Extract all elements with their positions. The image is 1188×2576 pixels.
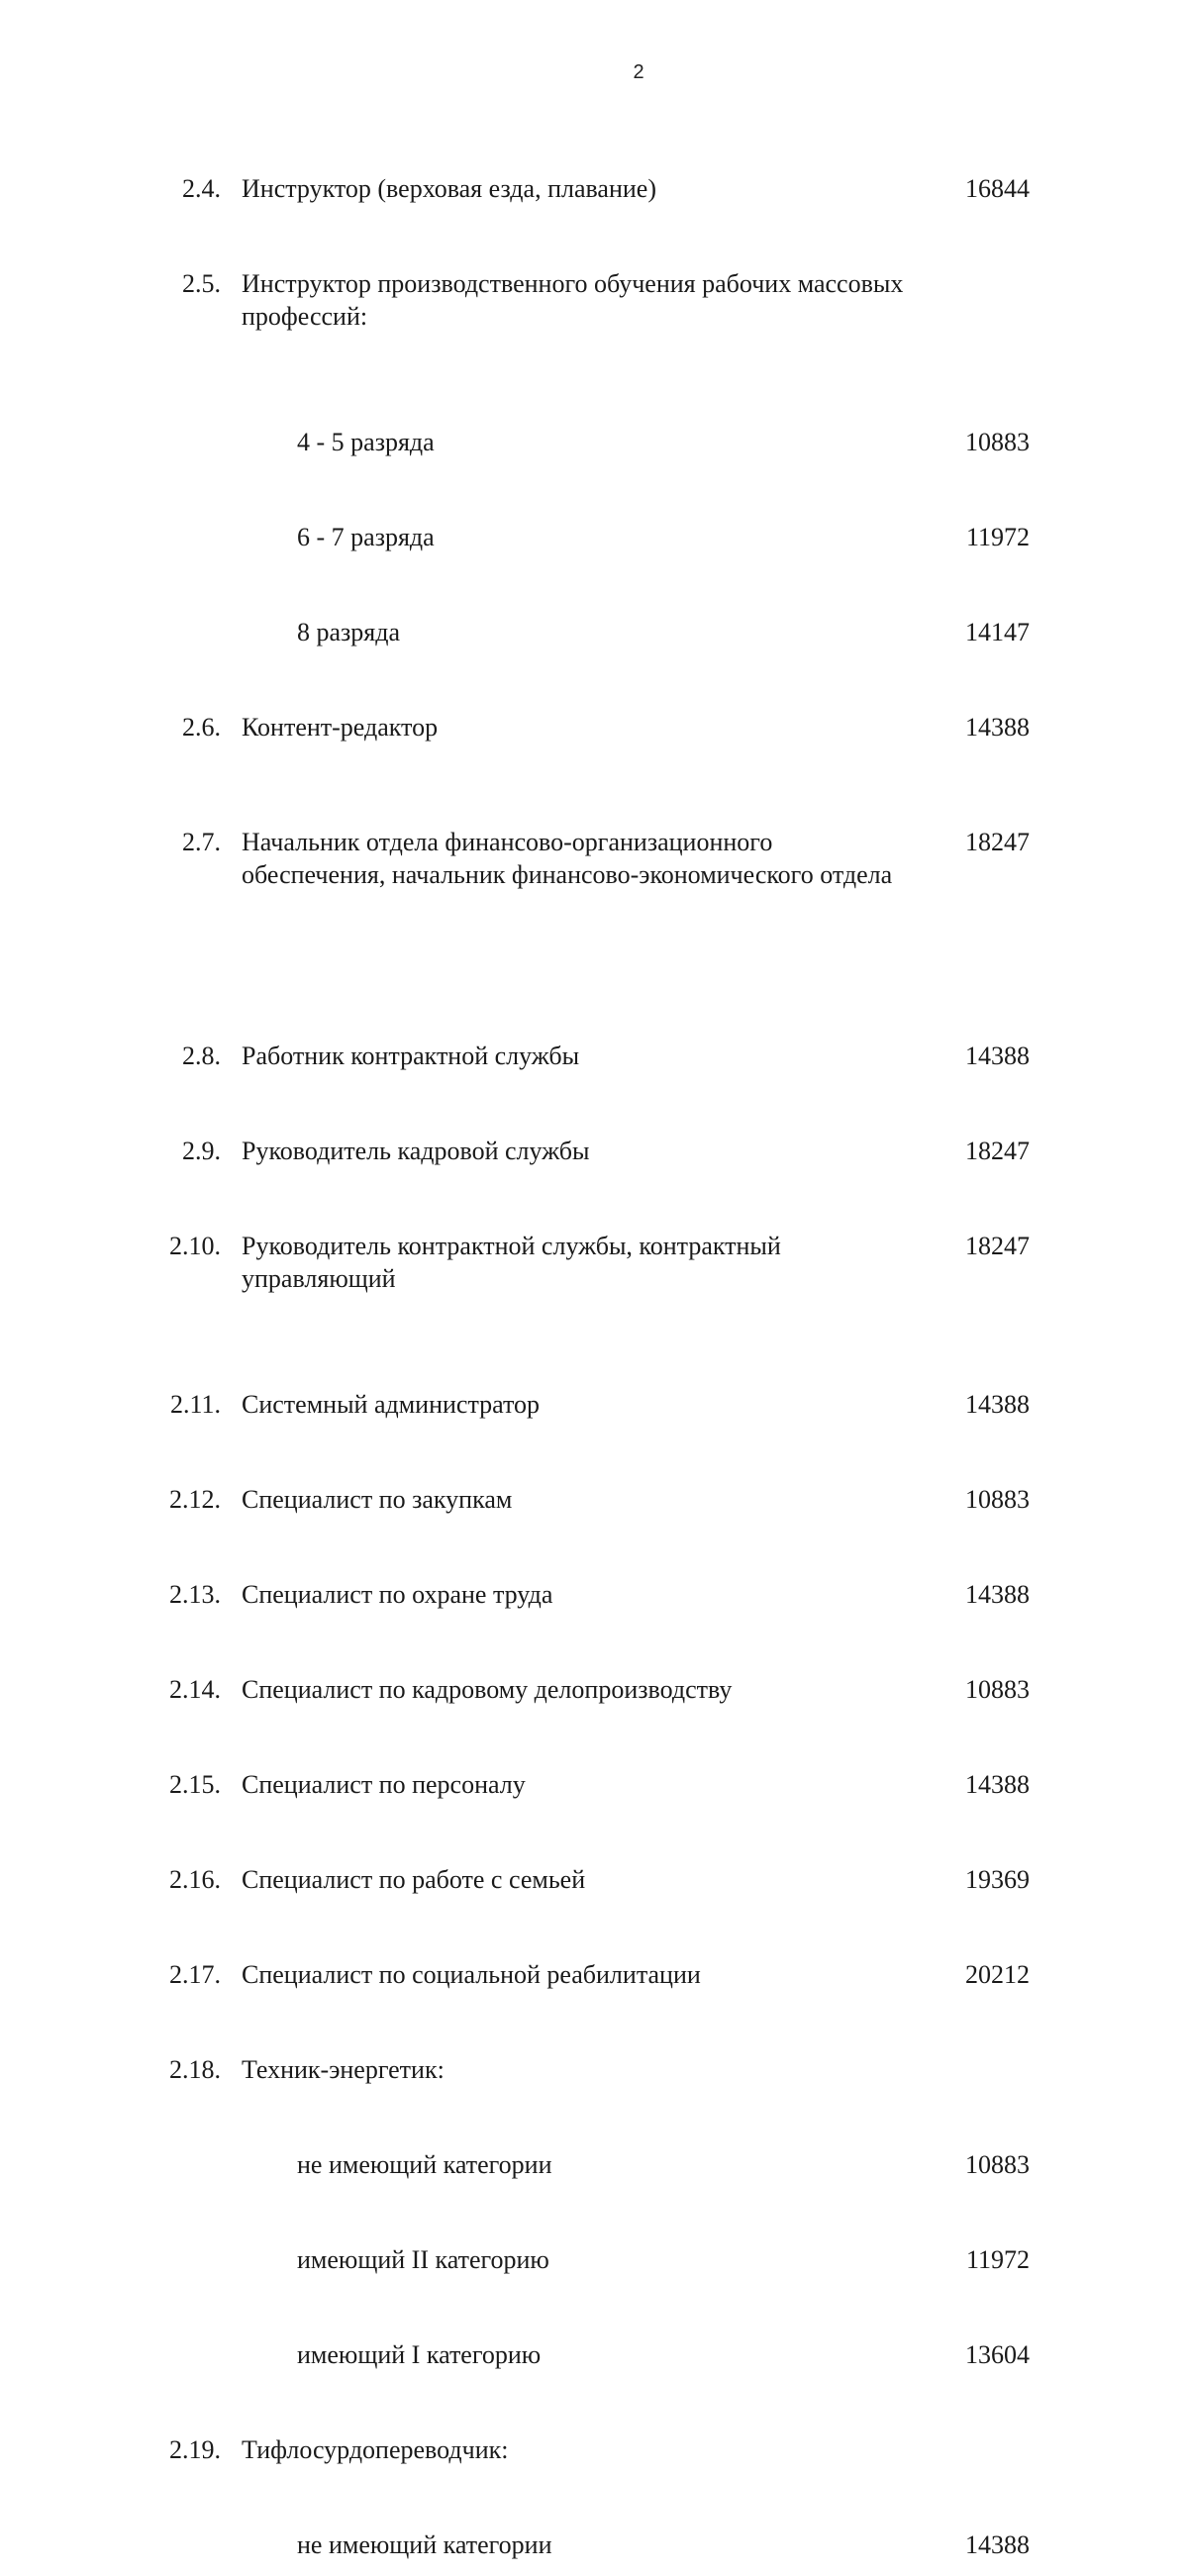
item-title: не имеющий категории: [297, 2150, 552, 2179]
item-number: 2.18.: [169, 2055, 221, 2084]
list-item: [0, 172, 1188, 220]
item-title: 4 - 5 разряда: [297, 428, 435, 456]
list-item: [0, 2433, 1188, 2481]
item-value: 11972: [965, 2245, 1030, 2274]
item-title: не имеющий категории: [297, 2530, 552, 2559]
item-number: 2.6.: [182, 713, 221, 742]
item-value: 14388: [965, 2530, 1030, 2559]
item-value: 19369: [965, 1865, 1030, 1894]
item-value: 18247: [965, 1232, 1030, 1260]
item-title: Инструктор (верховая езда, плавание): [242, 174, 656, 203]
item-number: 2.9.: [182, 1137, 221, 1165]
item-title: Руководитель кадровой службы: [242, 1137, 590, 1165]
item-title: Системный администратор: [242, 1390, 541, 1419]
item-value: 14388: [965, 713, 1030, 742]
list-item: [0, 426, 1188, 473]
item-title: Специалист по кадровому делопроизводству: [242, 1675, 733, 1704]
item-title: имеющий II категорию: [297, 2245, 549, 2274]
item-title: Специалист по социальной реабилитации: [242, 1960, 701, 1989]
item-title: Инструктор производственного обучения рабочих массовых профессий:: [242, 269, 904, 331]
item-number: 2.19.: [169, 2435, 221, 2464]
item-number: 2.14.: [169, 1675, 221, 1704]
item-value: 20212: [965, 1960, 1030, 1989]
item-value: 18247: [965, 1137, 1030, 1165]
list-item: [0, 711, 1188, 768]
list-item: [0, 521, 1188, 568]
list-item: [0, 1483, 1188, 1531]
item-title: имеющий I категорию: [297, 2340, 542, 2369]
item-value: 11972: [965, 523, 1030, 551]
position-list: [0, 172, 1188, 2559]
item-number: 2.16.: [169, 1865, 221, 1894]
list-item: [0, 2243, 1188, 2291]
list-item: [0, 1673, 1188, 1721]
item-title: 6 - 7 разряда: [297, 523, 435, 551]
item-number: 2.12.: [169, 1485, 221, 1514]
item-value: 14388: [965, 1041, 1030, 1070]
item-value: 10883: [965, 1675, 1030, 1704]
item-number: 2.11.: [169, 1390, 221, 1419]
list-item: [0, 267, 1188, 347]
item-number: 2.4.: [182, 174, 221, 203]
list-item: [0, 1578, 1188, 1626]
item-title: Контент-редактор: [242, 713, 439, 742]
item-title: Руководитель контрактной службы, контрактный управляющий: [242, 1232, 781, 1293]
page-number: 2: [633, 61, 644, 83]
item-value: 10883: [965, 1485, 1030, 1514]
list-item: [0, 1958, 1188, 2006]
item-value: 14388: [965, 1770, 1030, 1799]
item-title: Специалист по работе с семьей: [242, 1865, 586, 1894]
item-value: 14388: [965, 1580, 1030, 1609]
item-title: 8 разряда: [297, 618, 401, 646]
item-value: 18247: [965, 828, 1030, 856]
item-title: Специалист по закупкам: [242, 1485, 513, 1514]
item-number: 2.5.: [182, 269, 221, 298]
item-number: 2.15.: [169, 1770, 221, 1799]
item-title: Тифлосурдопереводчик:: [242, 2435, 509, 2464]
item-value: 14388: [965, 1390, 1030, 1419]
list-item: [0, 826, 1188, 933]
list-item: [0, 616, 1188, 663]
list-item: [0, 1230, 1188, 1309]
item-value: 10883: [965, 428, 1030, 456]
item-number: 2.8.: [182, 1041, 221, 1070]
item-title: Специалист по охране труда: [242, 1580, 553, 1609]
item-title: Техник-энергетик:: [242, 2055, 445, 2084]
item-value: 16844: [965, 174, 1030, 203]
list-item: [0, 1040, 1188, 1087]
list-item: [0, 1863, 1188, 1911]
list-item: [0, 1388, 1188, 1436]
item-value: 13604: [965, 2340, 1030, 2369]
item-number: 2.7.: [182, 828, 221, 856]
list-item: [0, 2338, 1188, 2386]
item-value: 14147: [965, 618, 1030, 646]
item-value: 10883: [965, 2150, 1030, 2179]
list-item: [0, 1135, 1188, 1182]
item-title: Работник контрактной службы: [242, 1041, 580, 1070]
list-item: [0, 2053, 1188, 2101]
item-number: 2.17.: [169, 1960, 221, 1989]
item-title: Специалист по персоналу: [242, 1770, 526, 1799]
list-item: [0, 2148, 1188, 2196]
list-item: [0, 1768, 1188, 1816]
item-title: Начальник отдела финансово-организационного обеспечения, начальник финансово-экономического отдела: [242, 828, 893, 889]
list-item: [0, 2528, 1188, 2576]
item-number: 2.10.: [169, 1232, 221, 1260]
item-number: 2.13.: [169, 1580, 221, 1609]
